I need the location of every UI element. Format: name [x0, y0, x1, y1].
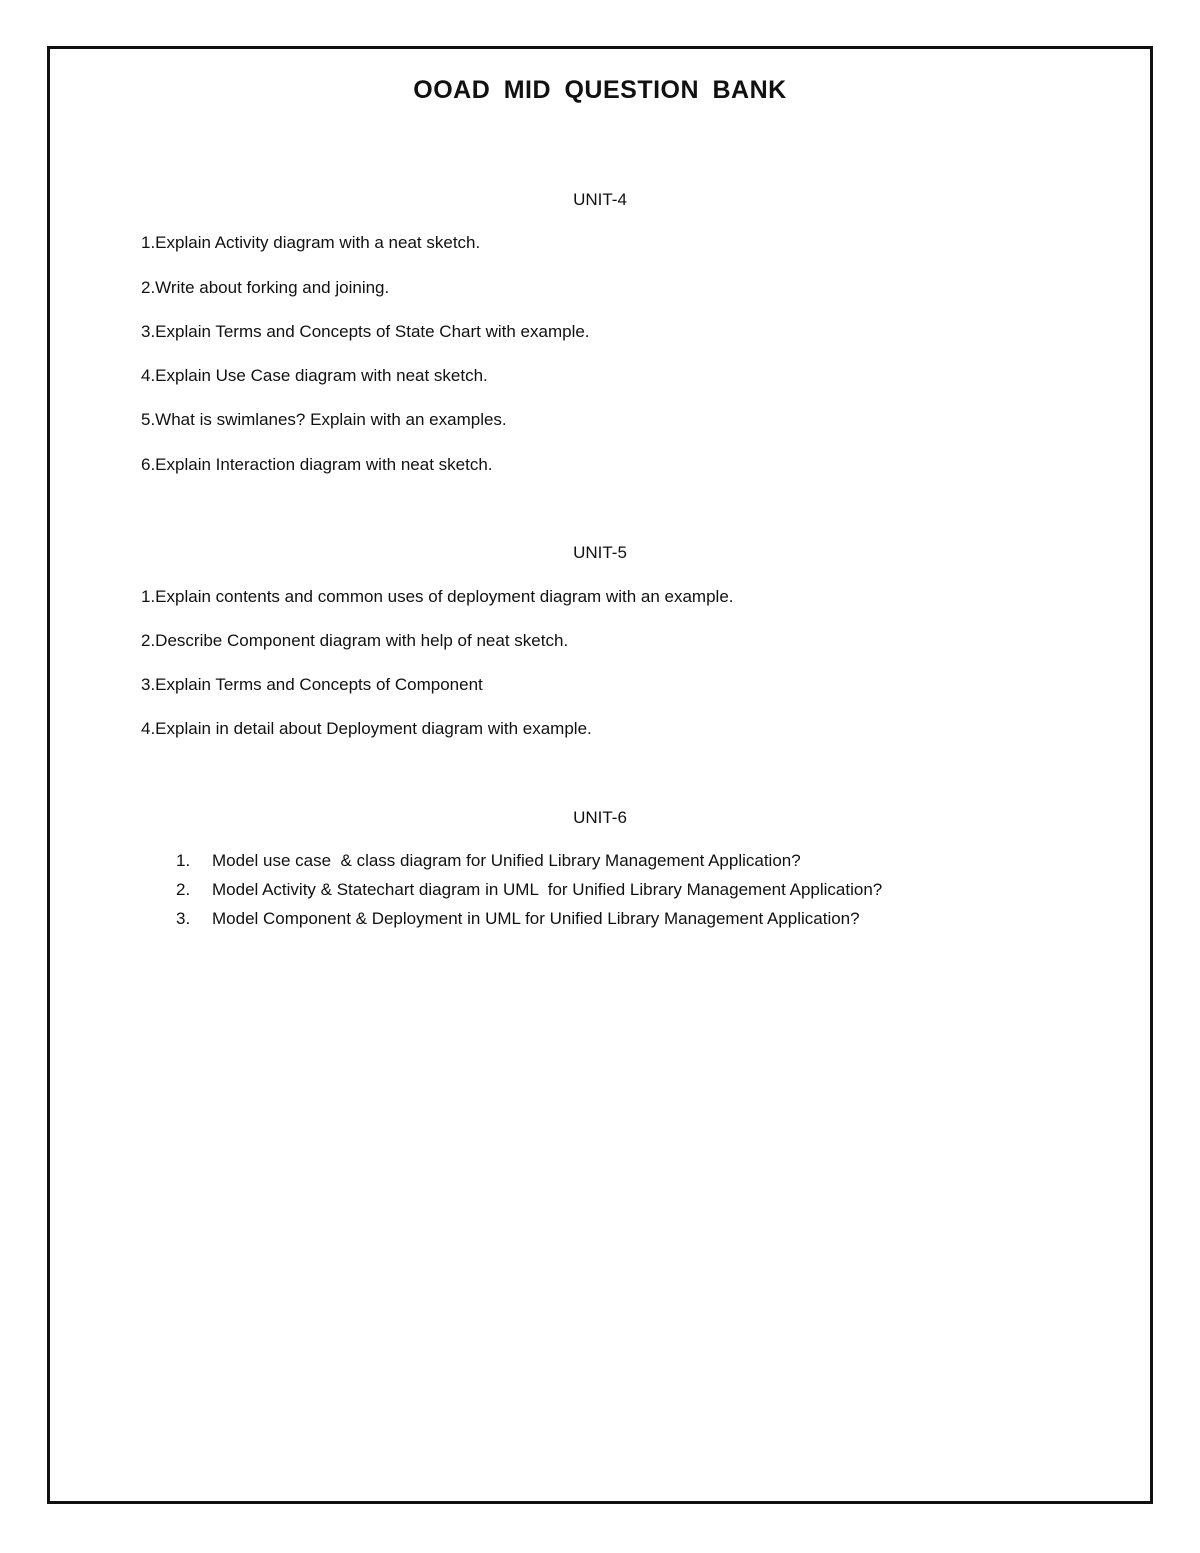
page-border	[47, 46, 1153, 1504]
unit-5-question: 1.Explain contents and common uses of deployment diagram with an example.	[141, 587, 734, 606]
list-number: 1.	[176, 851, 191, 870]
document-title: OOAD MID QUESTION BANK	[413, 76, 787, 104]
unit-4-question: 4.Explain Use Case diagram with neat sketch.	[141, 366, 488, 385]
list-number: 3.	[176, 909, 191, 928]
unit-5-heading: UNIT-5	[573, 543, 627, 562]
unit-4-question: 2.Write about forking and joining.	[141, 278, 390, 297]
list-item-text: Model use case & class diagram for Unified Library Management Application?	[212, 851, 801, 870]
unit-4-question: 6.Explain Interaction diagram with neat sketch.	[141, 455, 493, 474]
unit-4-question: 3.Explain Terms and Concepts of State Chart with example.	[141, 322, 590, 341]
unit-5-question: 2.Describe Component diagram with help of neat sketch.	[141, 631, 569, 650]
unit-5-question: 3.Explain Terms and Concepts of Component	[141, 675, 483, 694]
list-item-text: Model Activity & Statechart diagram in UML for Unified Library Management Application?	[212, 880, 883, 899]
unit-6-list-item	[176, 851, 801, 871]
list-number: 2.	[176, 880, 191, 899]
unit-4-question: 5.What is swimlanes? Explain with an examples.	[141, 410, 507, 429]
unit-6-list-item	[176, 909, 860, 929]
unit-5-question: 4.Explain in detail about Deployment diagram with example.	[141, 719, 592, 738]
unit-6-list-item	[176, 880, 882, 900]
unit-6-heading: UNIT-6	[573, 808, 627, 827]
unit-4-heading: UNIT-4	[573, 190, 627, 209]
unit-4-question: 1.Explain Activity diagram with a neat sketch.	[141, 233, 481, 252]
list-item-text: Model Component & Deployment in UML for Unified Library Management Application?	[212, 909, 860, 928]
